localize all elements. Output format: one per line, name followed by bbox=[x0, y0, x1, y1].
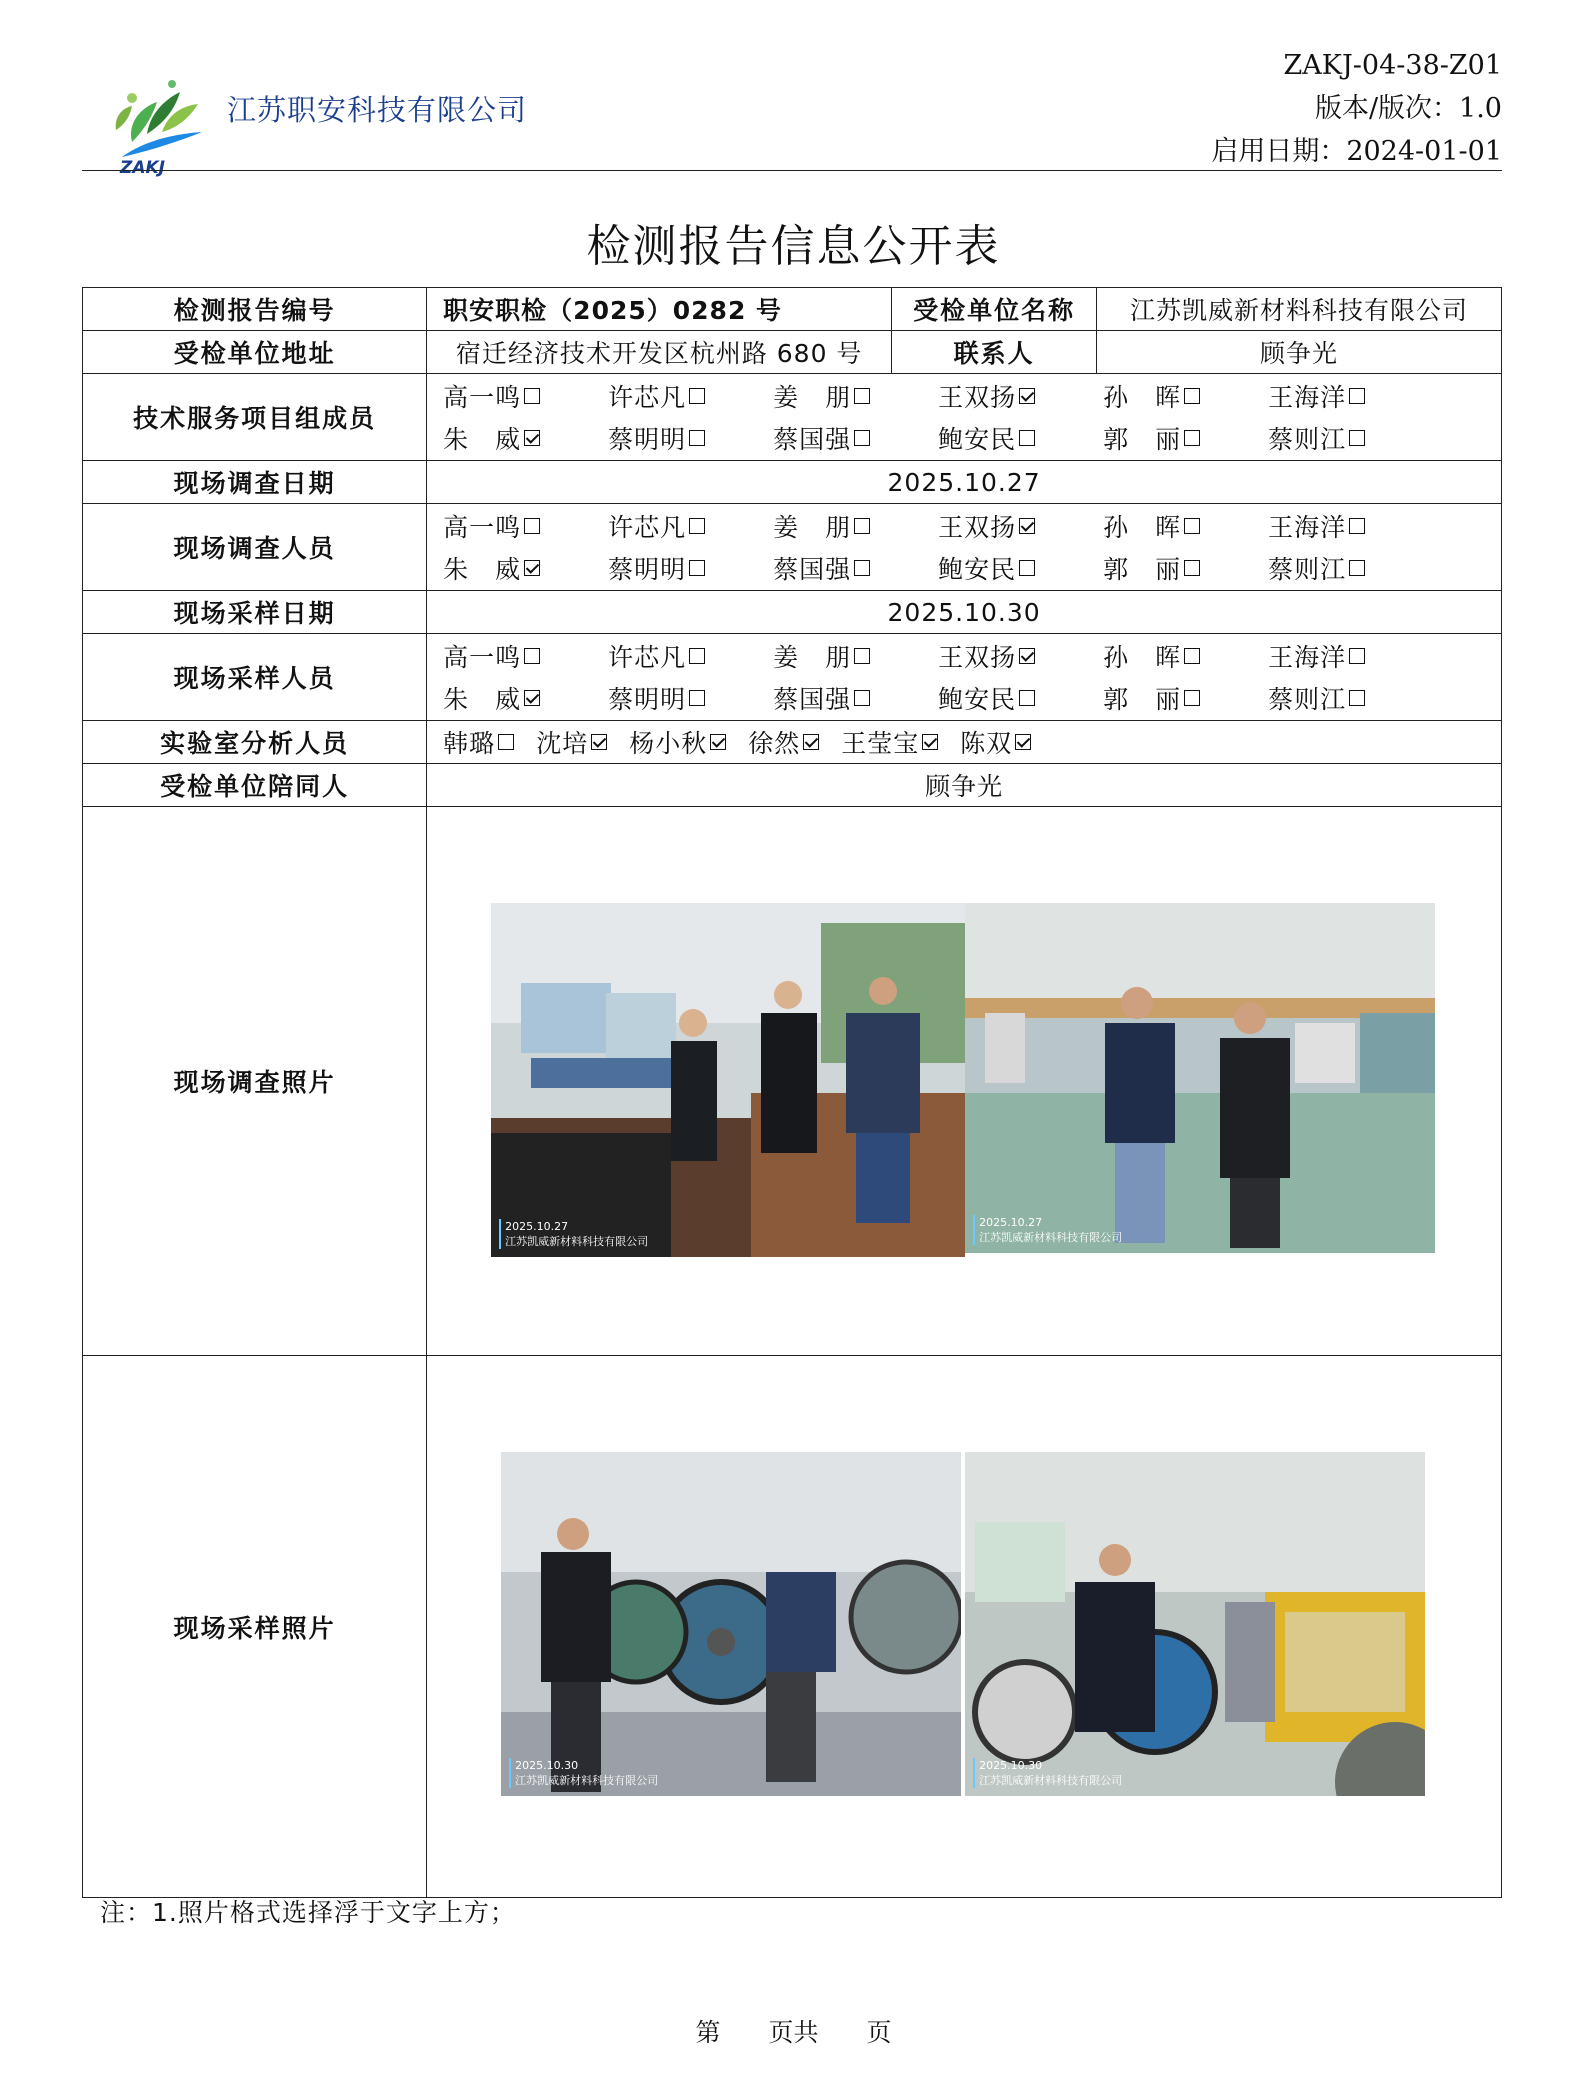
team-members bbox=[427, 374, 1502, 461]
unchecked-box-icon[interactable] bbox=[524, 648, 540, 664]
unchecked-box-icon[interactable] bbox=[1184, 430, 1200, 446]
staff-entry bbox=[938, 420, 1103, 456]
staff-entry bbox=[938, 508, 1103, 544]
staff-name: 沈培 bbox=[536, 729, 589, 758]
unchecked-box-icon[interactable] bbox=[1184, 518, 1200, 534]
escort-value: 顾争光 bbox=[427, 764, 1502, 807]
staff-entry bbox=[748, 724, 819, 760]
staff-name: 蔡明明 bbox=[608, 685, 687, 714]
unchecked-box-icon[interactable] bbox=[1349, 648, 1365, 664]
staff-entry bbox=[773, 378, 938, 414]
survey-date-label: 现场调查日期 bbox=[83, 461, 427, 504]
staff-entry bbox=[1268, 550, 1433, 586]
staff-name: 郭 丽 bbox=[1103, 685, 1182, 714]
staff-entry bbox=[773, 508, 938, 544]
staff-entry bbox=[443, 378, 608, 414]
checked-box-icon[interactable] bbox=[1019, 648, 1035, 664]
staff-name: 郭 丽 bbox=[1103, 425, 1182, 454]
unchecked-box-icon[interactable] bbox=[854, 560, 870, 576]
unchecked-box-icon[interactable] bbox=[854, 648, 870, 664]
survey-date-value: 2025.10.27 bbox=[427, 461, 1502, 504]
staff-entry bbox=[608, 680, 773, 716]
sampling-photos-cell bbox=[427, 1356, 1502, 1898]
company-logo bbox=[102, 62, 212, 177]
staff-name: 朱 威 bbox=[443, 425, 522, 454]
staff-entry bbox=[1268, 508, 1433, 544]
checked-box-icon[interactable] bbox=[1019, 388, 1035, 404]
staff-entry bbox=[1103, 638, 1268, 674]
sampling-staff bbox=[427, 634, 1502, 721]
unchecked-box-icon[interactable] bbox=[689, 560, 705, 576]
unchecked-box-icon[interactable] bbox=[1184, 648, 1200, 664]
staff-name: 鲍安民 bbox=[938, 425, 1017, 454]
staff-name: 朱 威 bbox=[443, 685, 522, 714]
staff-name: 王双扬 bbox=[938, 383, 1017, 412]
unchecked-box-icon[interactable] bbox=[1184, 388, 1200, 404]
footer-page-mid: 页共 bbox=[768, 2018, 819, 2047]
staff-entry bbox=[608, 550, 773, 586]
staff-name: 王莹宝 bbox=[841, 729, 920, 758]
unchecked-box-icon[interactable] bbox=[689, 388, 705, 404]
staff-name: 许芯凡 bbox=[608, 383, 687, 412]
staff-entry bbox=[608, 378, 773, 414]
staff-name: 朱 威 bbox=[443, 555, 522, 584]
sampling-photo-1-image bbox=[501, 1452, 961, 1796]
staff-entry bbox=[629, 724, 726, 760]
staff-name: 王双扬 bbox=[938, 643, 1017, 672]
unchecked-box-icon[interactable] bbox=[854, 430, 870, 446]
staff-entry bbox=[443, 724, 514, 760]
survey-photo-1-stamp: 2025.10.27 江苏凯威新材料科技有限公司 bbox=[499, 1219, 648, 1249]
unchecked-box-icon[interactable] bbox=[1349, 388, 1365, 404]
staff-name: 高一鸣 bbox=[443, 513, 522, 542]
header-divider bbox=[82, 170, 1502, 171]
unchecked-box-icon[interactable] bbox=[1019, 560, 1035, 576]
unchecked-box-icon[interactable] bbox=[1349, 560, 1365, 576]
staff-name: 姜 朋 bbox=[773, 383, 852, 412]
staff-entry bbox=[938, 550, 1103, 586]
staff-name: 蔡国强 bbox=[773, 425, 852, 454]
staff-name: 蔡明明 bbox=[608, 555, 687, 584]
contact-value: 顾争光 bbox=[1097, 331, 1502, 374]
sampling-photo-2-stamp: 2025.10.30 江苏凯威新材料科技有限公司 bbox=[973, 1758, 1122, 1788]
staff-name: 姜 朋 bbox=[773, 643, 852, 672]
staff-entry bbox=[938, 378, 1103, 414]
doc-start-date: 启用日期：2024-01-01 bbox=[1211, 136, 1502, 167]
factory-photo-image bbox=[965, 903, 1435, 1253]
staff-entry bbox=[608, 508, 773, 544]
staff-name: 高一鸣 bbox=[443, 643, 522, 672]
staff-name: 蔡明明 bbox=[608, 425, 687, 454]
report-no-label: 检测报告编号 bbox=[83, 288, 427, 331]
staff-entry bbox=[1268, 680, 1433, 716]
checked-box-icon[interactable] bbox=[524, 430, 540, 446]
address-label: 受检单位地址 bbox=[83, 331, 427, 374]
staff-name: 蔡国强 bbox=[773, 685, 852, 714]
staff-name: 韩璐 bbox=[443, 729, 496, 758]
unchecked-box-icon[interactable] bbox=[1349, 430, 1365, 446]
info-table bbox=[82, 287, 1502, 1898]
survey-staff-label: 现场调查人员 bbox=[83, 504, 427, 591]
checked-box-icon[interactable] bbox=[524, 560, 540, 576]
staff-name: 孙 晖 bbox=[1103, 643, 1182, 672]
survey-photo-label: 现场调查照片 bbox=[83, 807, 427, 1356]
logo-text: ZAKJ bbox=[120, 158, 165, 178]
company-name: 江苏职安科技有限公司 bbox=[227, 93, 528, 127]
unchecked-box-icon[interactable] bbox=[1184, 690, 1200, 706]
page-footer bbox=[0, 2013, 1587, 2049]
staff-entry bbox=[773, 638, 938, 674]
survey-photo-2-stamp: 2025.10.27 江苏凯威新材料科技有限公司 bbox=[973, 1215, 1122, 1245]
staff-name: 姜 朋 bbox=[773, 513, 852, 542]
unchecked-box-icon[interactable] bbox=[524, 518, 540, 534]
lab-staff-label: 实验室分析人员 bbox=[83, 721, 427, 764]
survey-staff bbox=[427, 504, 1502, 591]
staff-entry bbox=[773, 550, 938, 586]
unchecked-box-icon[interactable] bbox=[689, 690, 705, 706]
unchecked-box-icon[interactable] bbox=[689, 648, 705, 664]
staff-entry bbox=[443, 550, 608, 586]
sampling-staff-label: 现场采样人员 bbox=[83, 634, 427, 721]
footer-page-prefix: 第 bbox=[695, 2018, 721, 2047]
unchecked-box-icon[interactable] bbox=[854, 690, 870, 706]
unchecked-box-icon[interactable] bbox=[689, 518, 705, 534]
staff-entry bbox=[1268, 378, 1433, 414]
staff-name: 郭 丽 bbox=[1103, 555, 1182, 584]
checked-box-icon[interactable] bbox=[1019, 518, 1035, 534]
unchecked-box-icon[interactable] bbox=[1019, 430, 1035, 446]
staff-entry bbox=[938, 680, 1103, 716]
staff-entry bbox=[536, 724, 607, 760]
staff-entry bbox=[773, 420, 938, 456]
staff-entry bbox=[443, 680, 608, 716]
office-photo-image bbox=[491, 903, 965, 1257]
unchecked-box-icon[interactable] bbox=[1019, 690, 1035, 706]
staff-entry bbox=[1268, 638, 1433, 674]
sampling-photo-2 bbox=[965, 1452, 1425, 1796]
survey-photo-2 bbox=[965, 903, 1435, 1253]
staff-entry bbox=[608, 420, 773, 456]
staff-name: 王海洋 bbox=[1268, 643, 1347, 672]
checked-box-icon[interactable] bbox=[803, 734, 819, 750]
unchecked-box-icon[interactable] bbox=[498, 734, 514, 750]
page-header bbox=[82, 40, 1502, 178]
checked-box-icon[interactable] bbox=[524, 690, 540, 706]
escort-label: 受检单位陪同人 bbox=[83, 764, 427, 807]
staff-name: 鲍安民 bbox=[938, 555, 1017, 584]
footnote: 注：1.照片格式选择浮于文字上方； bbox=[100, 1898, 516, 1927]
staff-name: 蔡则江 bbox=[1268, 555, 1347, 584]
staff-name: 陈双 bbox=[960, 729, 1013, 758]
survey-photos-cell bbox=[427, 807, 1502, 1356]
doc-code: ZAKJ-04-38-Z01 bbox=[1283, 50, 1502, 81]
staff-entry bbox=[938, 638, 1103, 674]
lab-staff bbox=[427, 721, 1502, 764]
document-meta bbox=[1211, 44, 1502, 173]
unchecked-box-icon[interactable] bbox=[854, 388, 870, 404]
staff-name: 蔡国强 bbox=[773, 555, 852, 584]
sampling-date-value: 2025.10.30 bbox=[427, 591, 1502, 634]
staff-entry bbox=[1103, 420, 1268, 456]
staff-name: 王海洋 bbox=[1268, 513, 1347, 542]
staff-entry bbox=[960, 724, 1031, 760]
staff-entry bbox=[443, 638, 608, 674]
checked-box-icon[interactable] bbox=[710, 734, 726, 750]
contact-label: 联系人 bbox=[892, 331, 1097, 374]
staff-name: 蔡则江 bbox=[1268, 425, 1347, 454]
staff-entry bbox=[608, 638, 773, 674]
staff-entry bbox=[1103, 378, 1268, 414]
staff-name: 孙 晖 bbox=[1103, 383, 1182, 412]
doc-version: 版本/版次：1.0 bbox=[1314, 93, 1502, 124]
address-value: 宿迁经济技术开发区杭州路 680 号 bbox=[427, 331, 892, 374]
staff-name: 许芯凡 bbox=[608, 513, 687, 542]
staff-name: 王双扬 bbox=[938, 513, 1017, 542]
staff-entry bbox=[841, 724, 938, 760]
staff-name: 高一鸣 bbox=[443, 383, 522, 412]
sampling-photo-label: 现场采样照片 bbox=[83, 1356, 427, 1898]
staff-entry bbox=[773, 680, 938, 716]
staff-entry bbox=[1268, 420, 1433, 456]
staff-entry bbox=[443, 420, 608, 456]
unchecked-box-icon[interactable] bbox=[524, 388, 540, 404]
unchecked-box-icon[interactable] bbox=[689, 430, 705, 446]
unit-name-label: 受检单位名称 bbox=[892, 288, 1097, 331]
unit-name-value: 江苏凯威新材料科技有限公司 bbox=[1097, 288, 1502, 331]
staff-name: 鲍安民 bbox=[938, 685, 1017, 714]
staff-name: 孙 晖 bbox=[1103, 513, 1182, 542]
sampling-photo-2-image bbox=[965, 1452, 1425, 1796]
sampling-photo-1-stamp: 2025.10.30 江苏凯威新材料科技有限公司 bbox=[509, 1758, 658, 1788]
report-no-value: 职安职检（2025）0282 号 bbox=[427, 288, 892, 331]
sampling-photo-1 bbox=[501, 1452, 961, 1796]
staff-name: 许芯凡 bbox=[608, 643, 687, 672]
staff-entry bbox=[1103, 680, 1268, 716]
staff-name: 王海洋 bbox=[1268, 383, 1347, 412]
sampling-date-label: 现场采样日期 bbox=[83, 591, 427, 634]
team-label: 技术服务项目组成员 bbox=[83, 374, 427, 461]
page-title: 检测报告信息公开表 bbox=[586, 221, 1001, 272]
unchecked-box-icon[interactable] bbox=[1349, 690, 1365, 706]
staff-name: 蔡则江 bbox=[1268, 685, 1347, 714]
checked-box-icon[interactable] bbox=[1015, 734, 1031, 750]
staff-entry bbox=[1103, 550, 1268, 586]
unchecked-box-icon[interactable] bbox=[1184, 560, 1200, 576]
staff-entry bbox=[1103, 508, 1268, 544]
footer-page-end: 页 bbox=[866, 2018, 892, 2047]
unchecked-box-icon[interactable] bbox=[854, 518, 870, 534]
staff-name: 杨小秋 bbox=[629, 729, 708, 758]
survey-photo-1 bbox=[491, 903, 965, 1257]
staff-entry bbox=[443, 508, 608, 544]
unchecked-box-icon[interactable] bbox=[1349, 518, 1365, 534]
checked-box-icon[interactable] bbox=[922, 734, 938, 750]
staff-name: 徐然 bbox=[748, 729, 801, 758]
checked-box-icon[interactable] bbox=[591, 734, 607, 750]
